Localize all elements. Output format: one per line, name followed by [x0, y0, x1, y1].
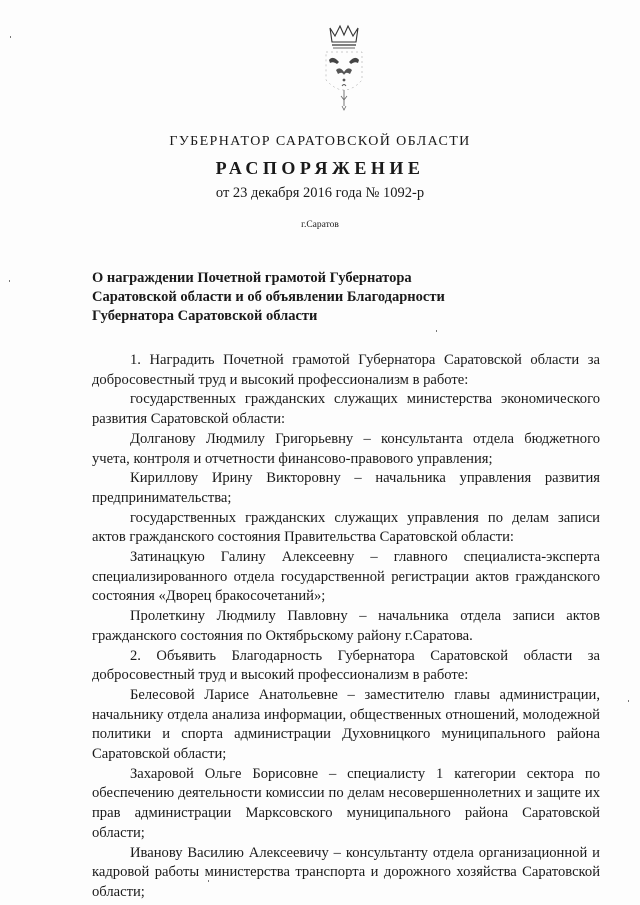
document-title — [92, 269, 512, 326]
title-line: Саратовской области и об объявлении Благодарности — [92, 289, 445, 305]
document-type: РАСПОРЯЖЕНИЕ — [215, 158, 425, 178]
scan-speck — [628, 700, 629, 702]
paragraph: государственных гражданских служащих министерства экономического развития Саратовской области: — [92, 391, 600, 428]
paragraph: Кириллову Ирину Викторовну – начальника управления развития предпринимательства; — [92, 470, 600, 506]
document-date-number: от 23 декабря 2016 года № 1092-р — [215, 185, 425, 201]
issuer-heading: ГУБЕРНАТОР САРАТОВСКОЙ ОБЛАСТИ — [169, 134, 471, 149]
paragraph: Белесовой Ларисе Анатольевне – заместителю главы администрации, начальнику отдела анализа информации, общественных отношений, молодежной политики и спорта администрации Духовницкого муниципального района Саратовской области; — [92, 686, 600, 763]
scan-speck — [10, 36, 11, 38]
paragraph: Иванову Василию Алексеевичу – консультанту отдела организационной и кадровой работы министерства транспорта и дорожного хозяйства Саратовской области; — [92, 844, 600, 900]
paragraph: государственных гражданских служащих управления по делам записи актов гражданского состояния Правительства Саратовской области: — [92, 509, 600, 546]
paragraph: Пролеткину Людмилу Павловну – начальника отдела записи актов гражданского состояния по Октябрьскому району г.Саратова. — [92, 608, 600, 644]
paragraph: 1. Наградить Почетной грамотой Губернатора Саратовской области за добросовестный труд и высокий профессионализм в работе: — [92, 352, 600, 388]
scan-speck — [436, 330, 437, 332]
issue-city: г.Саратов — [301, 220, 339, 230]
title-line: Губернатора Саратовской области — [92, 308, 318, 324]
scan-speck — [208, 880, 209, 882]
paragraph: Захаровой Ольге Борисовне – специалисту 1 категории сектора по обеспечению деятельности комиссии по делам несовершеннолетних и защите их прав администрации Марксовского муниципального района Саратовской области; — [92, 765, 600, 841]
scan-speck — [9, 280, 10, 282]
paragraph: 2. Объявить Благодарность Губернатора Саратовской области за добросовестный труд и высокий профессионализм в работе: — [92, 647, 600, 684]
document-body — [92, 351, 600, 903]
coat-of-arms-emblem — [316, 20, 372, 112]
title-line: О награждении Почетной грамотой Губернатора — [92, 270, 412, 286]
paragraph: Затинацкую Галину Алексеевну – главного специалиста-эксперта специализированного отдела государственной регистрации актов гражданского состояния «Дворец бракосочетаний»; — [92, 549, 600, 605]
paragraph: Долганову Людмилу Григорьевну – консультанта отдела бюджетного учета, контроля и отчетности финансово-правового управления; — [92, 430, 600, 467]
